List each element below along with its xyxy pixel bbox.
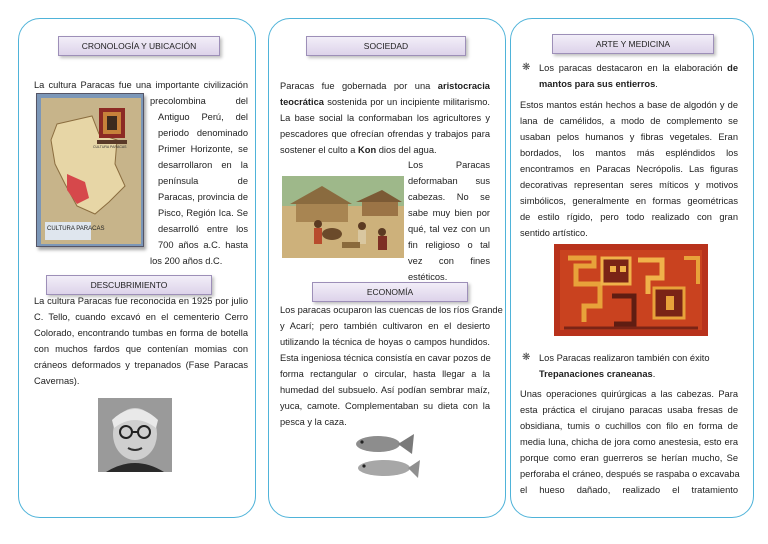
- society-paragraph: Paracas fue gobernada por una aristocracia teocrática sostenida por un incipiente militarismo. La base social la conformaban los agricultores y pescadores que ofrecían ofrendas y trabajos para sostener el culto a Kon dios del agua.: [280, 81, 490, 155]
- map-book-image: [36, 93, 144, 247]
- fish-image: [346, 428, 420, 484]
- header-economia: ECONOMÍA: [312, 282, 468, 302]
- paracas-village-image: [282, 176, 404, 258]
- intro-first-line: La cultura Paracas fue una importante civilización: [34, 80, 248, 90]
- bullet-trepanaciones: ❋ Los Paracas realizaron también con éxito Trepanaciones craneanas.: [522, 352, 710, 379]
- economy-paragraph: Los paracas ocuparon las cuencas de los ríos Grande y Acarí; pero también cultivaron en el desierto utilizando la técnica de hoyas o campos hundidos. Esta ingeniosa técnica consistía en cavar pozos de forma rectangular o circular, hasta llegar a la humedad del subsuelo. Así podían sembrar maíz, yuca, camote. Complementaban su dieta con la pesca y la caza.: [280, 305, 503, 427]
- village-illustration: [282, 176, 404, 258]
- header-descubrimiento: DESCUBRIMIENTO: [46, 275, 212, 295]
- header-arte-medicina: ARTE Y MEDICINA: [552, 34, 714, 54]
- map-book-caption: CULTURA PARACAS: [47, 226, 105, 232]
- map-legend-label: CULTURA PARACAS: [93, 145, 127, 149]
- textile-illustration: [554, 244, 708, 336]
- peru-map-illustration: [37, 94, 144, 247]
- discovery-paragraph: La cultura Paracas fue reconocida en 1925 por julio C. Tello, cuando excavó en el cementerio Cerro Colorado, encontrando tumbas en forma de botella con muchos fardos que contenían momias con cráneos deformados y trepanados (Fase Paracas Cavernas).: [34, 296, 248, 386]
- header-sociedad: SOCIEDAD: [306, 36, 466, 56]
- bullet-mantos: ❋ Los paracas destacaron en la elaboración de mantos para sus entierros.: [522, 62, 739, 89]
- portrait-illustration: [98, 398, 172, 472]
- mantos-paragraph: Estos mantos están hechos a base de algodón y de lana de camélidos, a modo de complemento se usaban pelos humanos y fibras vegetales. Eran bordados, los mantos más espléndidos los encontramos en Paracas Necrópolis. Las figuras decorativas representan seres míticos y motivos simbólicos, generalmente en formas geométricas de estilo rígido, pero todo realizado con gran sentido artístico.: [520, 100, 738, 238]
- religion-paragraph: Los Paracas deformaban sus cabezas. No se sabe muy bien por qué, tal vez con un fin religioso o tal vez con fines estéticos.: [408, 160, 490, 282]
- fish-illustration: [346, 428, 420, 484]
- bullet-mark-icon: ❋: [522, 352, 531, 363]
- tello-portrait-image: [98, 398, 172, 472]
- trepan-paragraph: Unas operaciones quirúrgicas a las cabezas. Para esta práctica el cirujano paracas usaba fresas de obsidiana, tumis o cuchillos con filo en forma de media luna, chicha de jora como anestesia, esto era porque como eran guerreros se herían mucho, Se perforaba el cráneo, después se raspaba o excavaba el hueso dañado, realizado el tratamiento: [520, 389, 740, 495]
- textile-image: [554, 244, 708, 336]
- intro-paragraph: precolombina del Antiguo Perú, del periodo denominado Primer Horizonte, se desarrollaron en la península de Paracas, provincia de Pisco, Región Ica. Se desarrolló entre los 700 años a.C. hasta los 200 años d.C.: [150, 96, 248, 266]
- bullet-mark-icon: ❋: [522, 62, 531, 73]
- header-cronologia: CRONOLOGÍA Y UBICACIÓN: [58, 36, 220, 56]
